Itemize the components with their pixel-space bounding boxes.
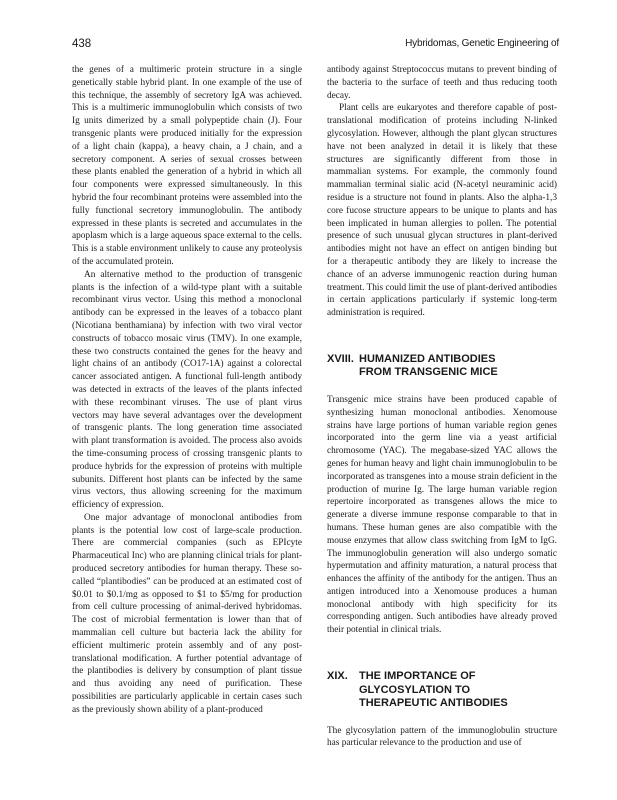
body-paragraph: Plant cells are eukaryotes and therefore capable of post-translational modification of proteins including N-linked glycosylation. However, although the plant glycan structures have not been analyzed in detail it is likely that these structures are significantly different from those in mammalian systems. For example, the commonly found mammalian terminal sialic acid (N-acetyl neuraminic acid) residue is a structure not found in plants. Also the alpha-1,3 core fucose structure appears to be unique to plants and has been implicated in human allergies to pollen. The potential presence of such unusual glycan structures in plant-derived antibodies might not have an effect on antigen binding but for a therapeutic antibody they are likely to increase the chance of an adverse immunogenic reaction during human treatment. This could limit the use of plant-derived antibodies in certain applications particularly if systemic long-term administration is required. — [327, 103, 557, 319]
section-title — [359, 670, 557, 711]
section-title-line: THE IMPORTANCE OF — [359, 670, 476, 683]
right-column — [327, 64, 557, 750]
page-number: 438 — [72, 38, 92, 50]
body-paragraph: Transgenic mice strains have been produced capable of synthesizing human monoclonal antibodies. Xenomouse strains have large portions of human variable region genes incorporated into the germ line via a yeast artificial chromosome (YAC). The megabase-sized YAC allows the genes for human heavy and light chain immunoglobulin to be incorporated as transgenes into a mouse strain deficient in the production of murine Ig. The large human variable region repertoire incorporated as transgenes allows the mice to generate a diverse immune response comparable to that in humans. These human genes are also compatible with the mouse enzymes that allow class switching from IgM to IgG. The immunoglobulin generation will also undergo somatic hypermutation and affinity maturation, a natural process that enhances the affinity of the antibody for the antigen. Thus an antigen introduced into a Xenomouse produces a human monoclonal antibody with high specificity for its corresponding antigen. Such antibodies have already proved their potential in clinical trials. — [327, 394, 557, 636]
page-header — [72, 38, 559, 54]
body-paragraph: the genes of a multimeric protein structure in a single genetically stable hybrid plant. In one example of the use of this technique, the assembly of secretory IgA was achieved. This is a multimeric immunoglobulin which consists of two Ig units dimerized by a small polypeptide chain (J). Four transgenic plants were produced initially for the expression of a light chain (kappa), a heavy chain, a J chain, and a secretory component. A series of sexual crosses between these plants enabled the generation of a hybrid in which all four components were expressed simultaneously. In this hybrid the four recombinant proteins were assembled into the fully functional secretory immunoglobulin. The antibody expressed in these plants is secreted and accumulates in the apoplasm which is a large aqueous space external to the cells. This is a stable environment unlikely to cause any proteolysis of the accumulated protein. — [72, 65, 302, 267]
section-title — [359, 353, 557, 380]
section-title-line: THERAPEUTIC ANTIBODIES — [359, 697, 508, 710]
section-heading-19 — [327, 670, 557, 711]
body-paragraph: One major advantage of monoclonal antibodies from plants is the potential low cost of large-scale production. There are commercial companies (such as EPIcyte Pharmaceutical Inc) who are planning clinical trials for plant-produced secretory antibodies for human therapy. These so-called “plantibodies” can be produced at an estimated cost of $0.01 to $0.1/mg as opposed to $1 to $5/mg for production from cell culture processing of animal-derived hybridomas. The cost of microbial fermentation is lower than that of mammalian cell culture but bacteria lack the ability for efficient multimeric protein assembly and of any post-translational modification. A further potential advantage of the plantibodies is delivery by consumption of plant tissue and thus avoiding any need of purification. These possibilities are particularly applicable in certain cases such as the previously shown ability of a plant-produced — [72, 512, 302, 715]
left-column — [72, 64, 302, 717]
running-title: Hybridomas, Genetic Engineering of — [405, 38, 559, 49]
section-heading-18 — [327, 353, 557, 380]
section-title-line: GLYCOSYLATION TO — [359, 683, 471, 696]
body-paragraph: An alternative method to the production of transgenic plants is the infection of a wild-type plant with a suitable recombinant virus vector. Using this method a monoclonal antibody can be expressed in the leaves of a tobacco plant (Nicotiana benthamiana) by infection with two viral vector constructs of tobacco mosaic virus (TMV). In one example, these two constructs contained the genes for the heavy and light chains of an antibody (CO17-1A) against a colorectal cancer associated antigen. A functional full-length antibody was detected in extracts of the leaves of the plants infected with these recombinant viruses. The use of plant virus vectors may have several advantages over the development of transgenic plants. The long generation time associated with plant transformation is avoided. The process also avoids the time-consuming process of crossing transgenic plants to produce hybrids for the expression of proteins with multiple subunits. Different host plants can be infected by the same virus vectors, thus allowing screening for the maximum efficiency of expression. — [72, 269, 302, 511]
body-paragraph: The glycosylation pattern of the immunoglobulin structure has particular relevance to the production and use of — [327, 725, 557, 749]
section-number: XIX. — [327, 670, 348, 683]
section-title-line: HUMANIZED ANTIBODIES — [359, 352, 496, 365]
section-number: XVIII. — [327, 352, 354, 365]
body-paragraph: antibody against Streptococcus mutans to prevent binding of the bacteria to the surface of teeth and thus reducing tooth decay. — [327, 65, 557, 101]
section-title-line: FROM TRANSGENIC MICE — [359, 366, 498, 379]
